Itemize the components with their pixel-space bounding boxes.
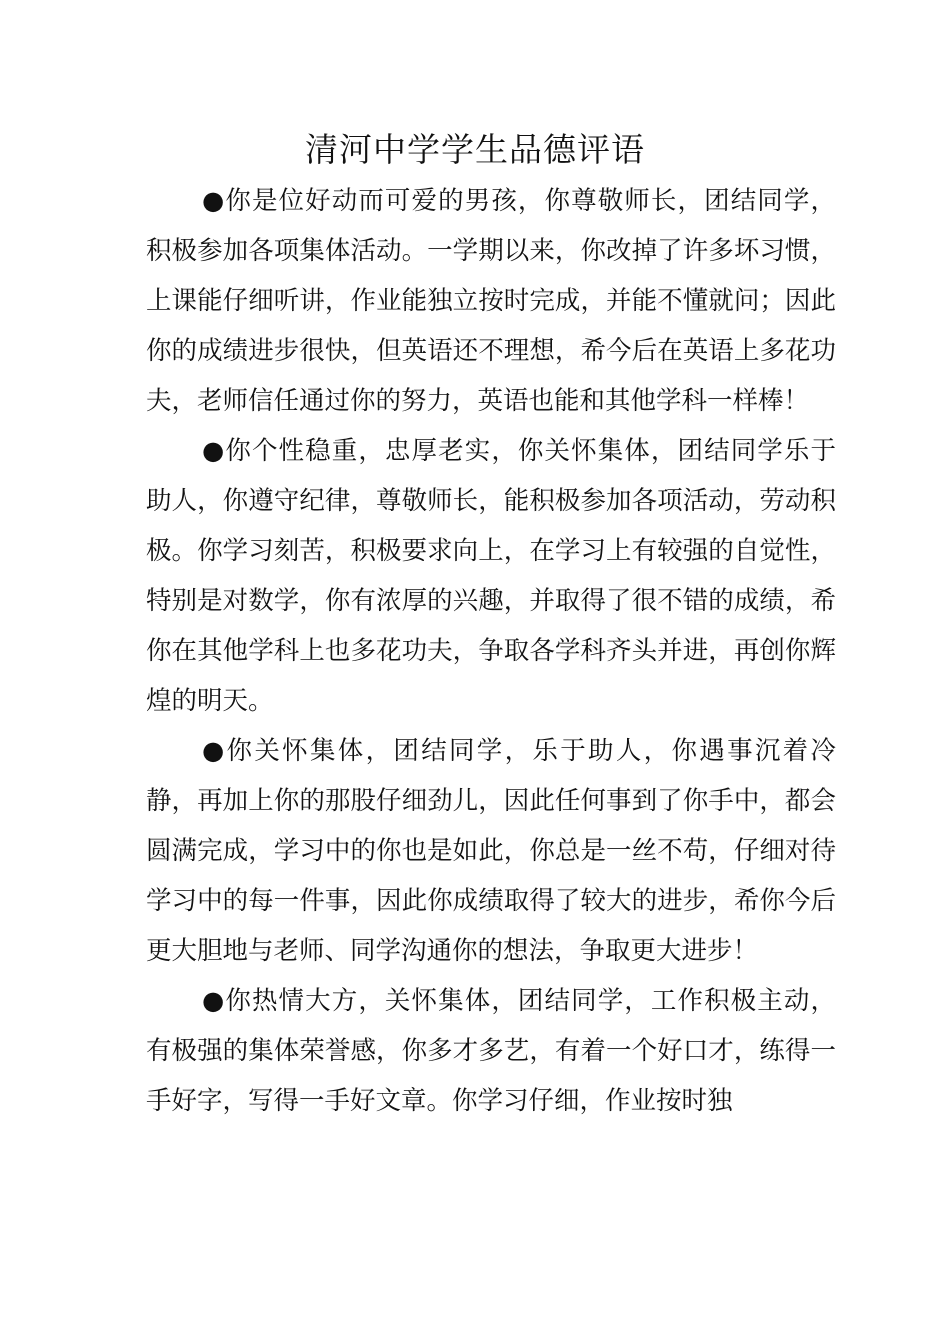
comment-paragraph-1: ●你是位好动而可爱的男孩，你尊敬师长，团结同学，积极参加各项集体活动。一学期以来，你改掉了许多坏习惯，上课能仔细听讲，作业能独立按时完成，并能不懂就问；因此你的成绩进步很快，但英语还不理想，希今后在英语上多花功夫，老师信任通过你的努力，英语也能和其他学科一样棒！ [146,186,836,416]
document-title: 清河中学学生品德评语 [305,130,645,169]
document-body [146,176,836,1126]
comment-paragraph-4: ●你热情大方，关怀集体，团结同学，工作积极主动，有极强的集体荣誉感，你多才多艺，有着一个好口才，练得一手好字，写得一手好文章。你学习仔细，作业按时独 [146,986,836,1116]
comment-paragraph-3: ●你关怀集体，团结同学，乐于助人，你遇事沉着冷静，再加上你的那股仔细劲儿，因此任何事到了你手中，都会圆满完成，学习中的你也是如此，你总是一丝不苟，仔细对待学习中的每一件事，因此你成绩取得了较大的进步，希你今后更大胆地与老师、同学沟通你的想法，争取更大进步！ [146,736,836,966]
comment-paragraph-2: ●你个性稳重，忠厚老实，你关怀集体，团结同学乐于助人，你遵守纪律，尊敬师长，能积极参加各项活动，劳动积极。你学习刻苦，积极要求向上，在学习上有较强的自觉性，特别是对数学，你有浓厚的兴趣，并取得了很不错的成绩，希你在其他学科上也多花功夫，争取各学科齐头并进，再创你辉煌的明天。 [146,436,836,716]
